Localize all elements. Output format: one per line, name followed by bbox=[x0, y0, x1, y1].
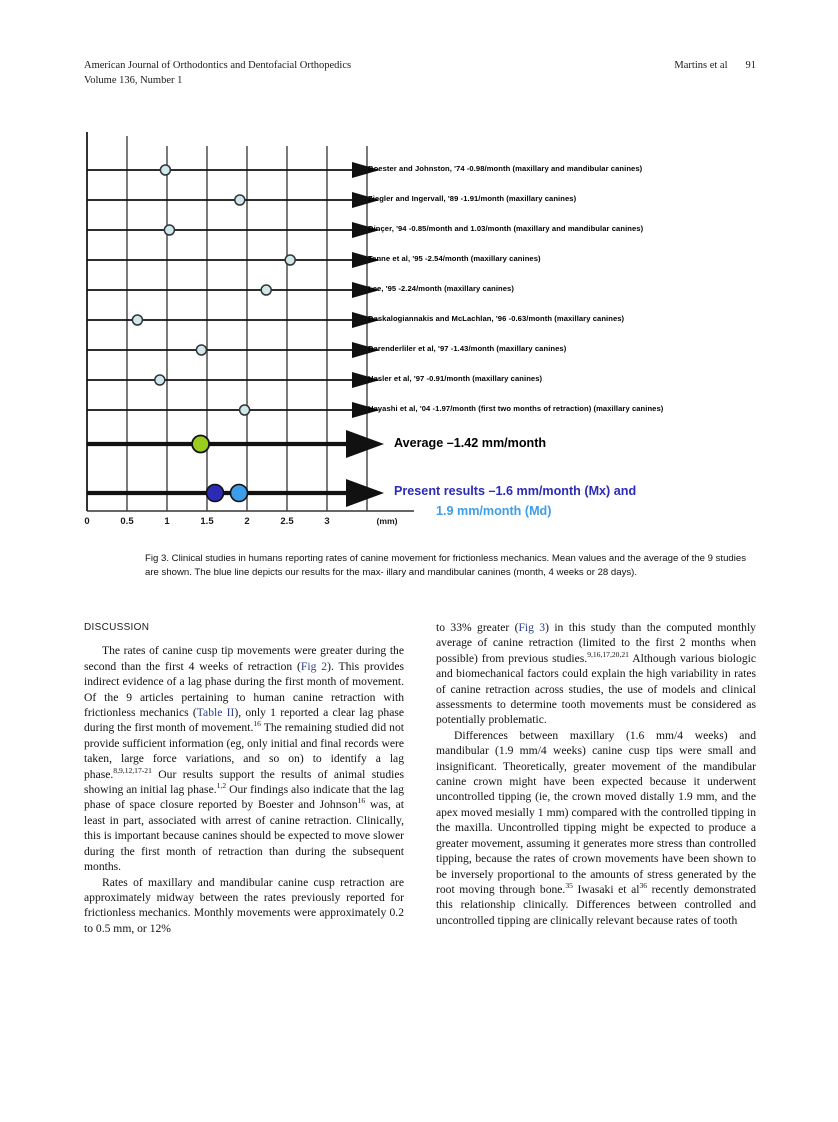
svg-text:1: 1 bbox=[164, 516, 170, 527]
average-annotation: Average –1.42 mm/month bbox=[394, 436, 547, 450]
study-label-dincer: Dinçer, '94 -0.85/month and 1.03/month (maxillary and mandibular canines) bbox=[368, 224, 644, 233]
running-head-authors: Martins et al bbox=[674, 60, 728, 71]
svg-text:2: 2 bbox=[244, 516, 250, 527]
journal-title: American Journal of Orthodontics and Dentofacial Orthopedics bbox=[84, 60, 352, 71]
svg-text:(mm): (mm) bbox=[376, 516, 398, 526]
rp2-a: Differences between maxillary (1.6 mm/4 weeks) and mandibular (1.9 mm/4 weeks) canine cusp tips were small and insignificant. Theoretically, greater movement of the mandibular canine crown might have been expected because it underwent uncontrolled tipping (ie, the crown moved distally 1.9 mm, and the apex moved mesially 1 mm) compared with the controlled tipping in the maxilla. Uncontrolled tipping might be expected to produce a greater movement, assuming it generates more stress than controlled tipping, because the rates of crown movements have been shown to be inversely proportional to the amounts of stress generated by the root moving through bone. bbox=[436, 728, 756, 896]
dot-present-md bbox=[231, 485, 248, 502]
study-label-darenderliler: Darenderliler et al, '97 -1.43/month (maxillary canines) bbox=[368, 344, 567, 353]
study-label-boester: Boester and Johnston, '74 -0.98/month (maxillary and mandibular canines) bbox=[368, 164, 643, 173]
running-head-right bbox=[674, 59, 756, 73]
dot-tanne bbox=[285, 255, 295, 265]
ref-sup-16b[interactable]: 16 bbox=[357, 796, 366, 806]
dot-daskalogiannakis bbox=[132, 315, 142, 325]
figure-caption-line3: illary and mandibular canines (month, 4 weeks or 28 days). bbox=[386, 567, 638, 579]
ref-sup-35[interactable]: 35 bbox=[565, 881, 573, 891]
rp1-a: to 33% greater ( bbox=[436, 621, 519, 634]
study-label-hasler: Hasler et al, '97 -0.91/month (maxillary canines) bbox=[368, 374, 543, 383]
study-label-daskalogiannakis: Daskalogiannakis and McLachlan, '96 -0.63/month (maxillary canines) bbox=[368, 314, 625, 323]
running-head bbox=[84, 59, 756, 88]
volume-issue: Volume 136, Number 1 bbox=[84, 75, 183, 86]
right-paragraph-2 bbox=[436, 728, 756, 928]
lp1-d: The remaining studied did not provide sufficient information (eg, only initial and final records were taken, large force variations, and so on) to identify a lag phase. bbox=[84, 721, 404, 781]
chart-average-row bbox=[87, 430, 384, 458]
ref-sup-36[interactable]: 36 bbox=[639, 881, 648, 891]
svg-text:0.5: 0.5 bbox=[120, 516, 134, 527]
study-label-hayashi: Hayashi et al, '04 -1.97/month (first two months of retraction) (maxillary canines) bbox=[368, 404, 664, 413]
xref-table-2[interactable]: Table II bbox=[196, 706, 235, 720]
right-column bbox=[436, 620, 756, 928]
lp1-c: ), only 1 reported a clear lag phase during the first month of movement. bbox=[84, 706, 404, 735]
xref-fig-2[interactable]: Fig 2 bbox=[300, 659, 328, 673]
left-column bbox=[84, 620, 404, 936]
figure-caption-line2: Mean values and the average of the 9 studies are shown. The blue line depicts our results for the max- bbox=[145, 553, 747, 579]
svg-text:1.5: 1.5 bbox=[200, 516, 214, 527]
left-paragraph-1 bbox=[84, 643, 404, 874]
rp1-b: ) in this study than the computed monthly average of canine retraction (limited to the first 2 months when possible) from previous studies. bbox=[436, 621, 756, 665]
ref-sup-16a[interactable]: 16 bbox=[253, 719, 261, 729]
study-label-ziegler: Ziegler and Ingervall, '89 -1.91/month (maxillary canines) bbox=[368, 194, 577, 203]
xref-fig-3[interactable]: Fig 3 bbox=[518, 621, 546, 634]
dot-present-mx bbox=[207, 485, 224, 502]
lp1-b: ). This provides indirect evidence of a lag phase during the first month of movement. Of the 9 articles pertaining to human canine retraction with frictionless mechanics ( bbox=[84, 659, 404, 720]
section-heading-discussion: DISCUSSION bbox=[84, 622, 150, 633]
dot-ziegler bbox=[235, 195, 245, 205]
svg-text:2.5: 2.5 bbox=[280, 516, 294, 527]
study-label-tanne: Tanne et al, '95 -2.54/month (maxillary canines) bbox=[368, 254, 541, 263]
lp1-f: Our findings also indicate that the lag phase of space closure reported by Boester and Johnson bbox=[84, 783, 405, 812]
lp1-g: was, at least in part, associated with arrest of canine retraction. Clinically, this is important because canines should be expected to move slower during the first month of retraction than during the subsequent months. bbox=[84, 798, 405, 874]
dot-average bbox=[192, 436, 209, 453]
svg-text:0: 0 bbox=[84, 516, 90, 527]
dot-lee bbox=[261, 285, 271, 295]
dot-dincer bbox=[164, 225, 174, 235]
rp2-b: Iwasaki et al bbox=[572, 882, 640, 896]
lp1-a: The rates of canine cusp tip movements were greater during the second than the first 4 weeks of retraction ( bbox=[84, 644, 404, 673]
right-paragraph-1 bbox=[436, 620, 756, 728]
svg-text:3: 3 bbox=[324, 516, 330, 527]
figure-3 bbox=[84, 126, 760, 546]
rp2-c: recently demonstrated this relationship clinically. Differences between controlled and uncontrolled tipping are clinically relevant because rates of tooth bbox=[436, 882, 757, 927]
chart-x-tick-labels bbox=[84, 516, 397, 527]
study-label-list bbox=[368, 126, 760, 416]
figure-caption-label: Fig 3. bbox=[145, 553, 169, 564]
page-number: 91 bbox=[745, 60, 756, 71]
ref-sup-9-21[interactable]: 9,16,17,20,21 bbox=[587, 649, 629, 659]
dot-darenderliler bbox=[196, 345, 206, 355]
left-paragraph-2: Rates of maxillary and mandibular canine cusp retraction are approximately midway between the rates previously reported for frictionless mechanics. Monthly movements were approximately 0.2 to 0.5 mm, or 12% bbox=[84, 875, 404, 935]
lp1-e: Our results support the results of animal studies showing an initial lag phase. bbox=[84, 767, 404, 797]
body-columns bbox=[84, 620, 756, 1050]
present-results-annotation-md: 1.9 mm/month (Md) bbox=[436, 504, 552, 518]
present-results-annotation-mx: Present results –1.6 mm/month (Mx) and bbox=[394, 484, 637, 498]
dot-hasler bbox=[155, 375, 165, 385]
figure-caption bbox=[145, 552, 755, 580]
figure-caption-line1: Clinical studies in humans reporting rates of canine movement for frictionless mechanics. bbox=[171, 553, 550, 564]
rp1-c: Although various biologic and biomechanical factors could explain the high variability in rates of canine retraction across studies, the use of models and clinical assessments to determine tooth movements must be considered as potentially problematic. bbox=[436, 651, 756, 727]
dot-boester bbox=[160, 165, 170, 175]
study-label-lee: Lee, '95 -2.24/month (maxillary canines) bbox=[368, 284, 514, 293]
dot-hayashi bbox=[240, 405, 250, 415]
ref-sup-1-2[interactable]: 1,2 bbox=[216, 781, 227, 791]
ref-sup-8-21[interactable]: 8,9,12,17-21 bbox=[113, 765, 152, 775]
chart-gridlines-vertical bbox=[127, 136, 367, 511]
